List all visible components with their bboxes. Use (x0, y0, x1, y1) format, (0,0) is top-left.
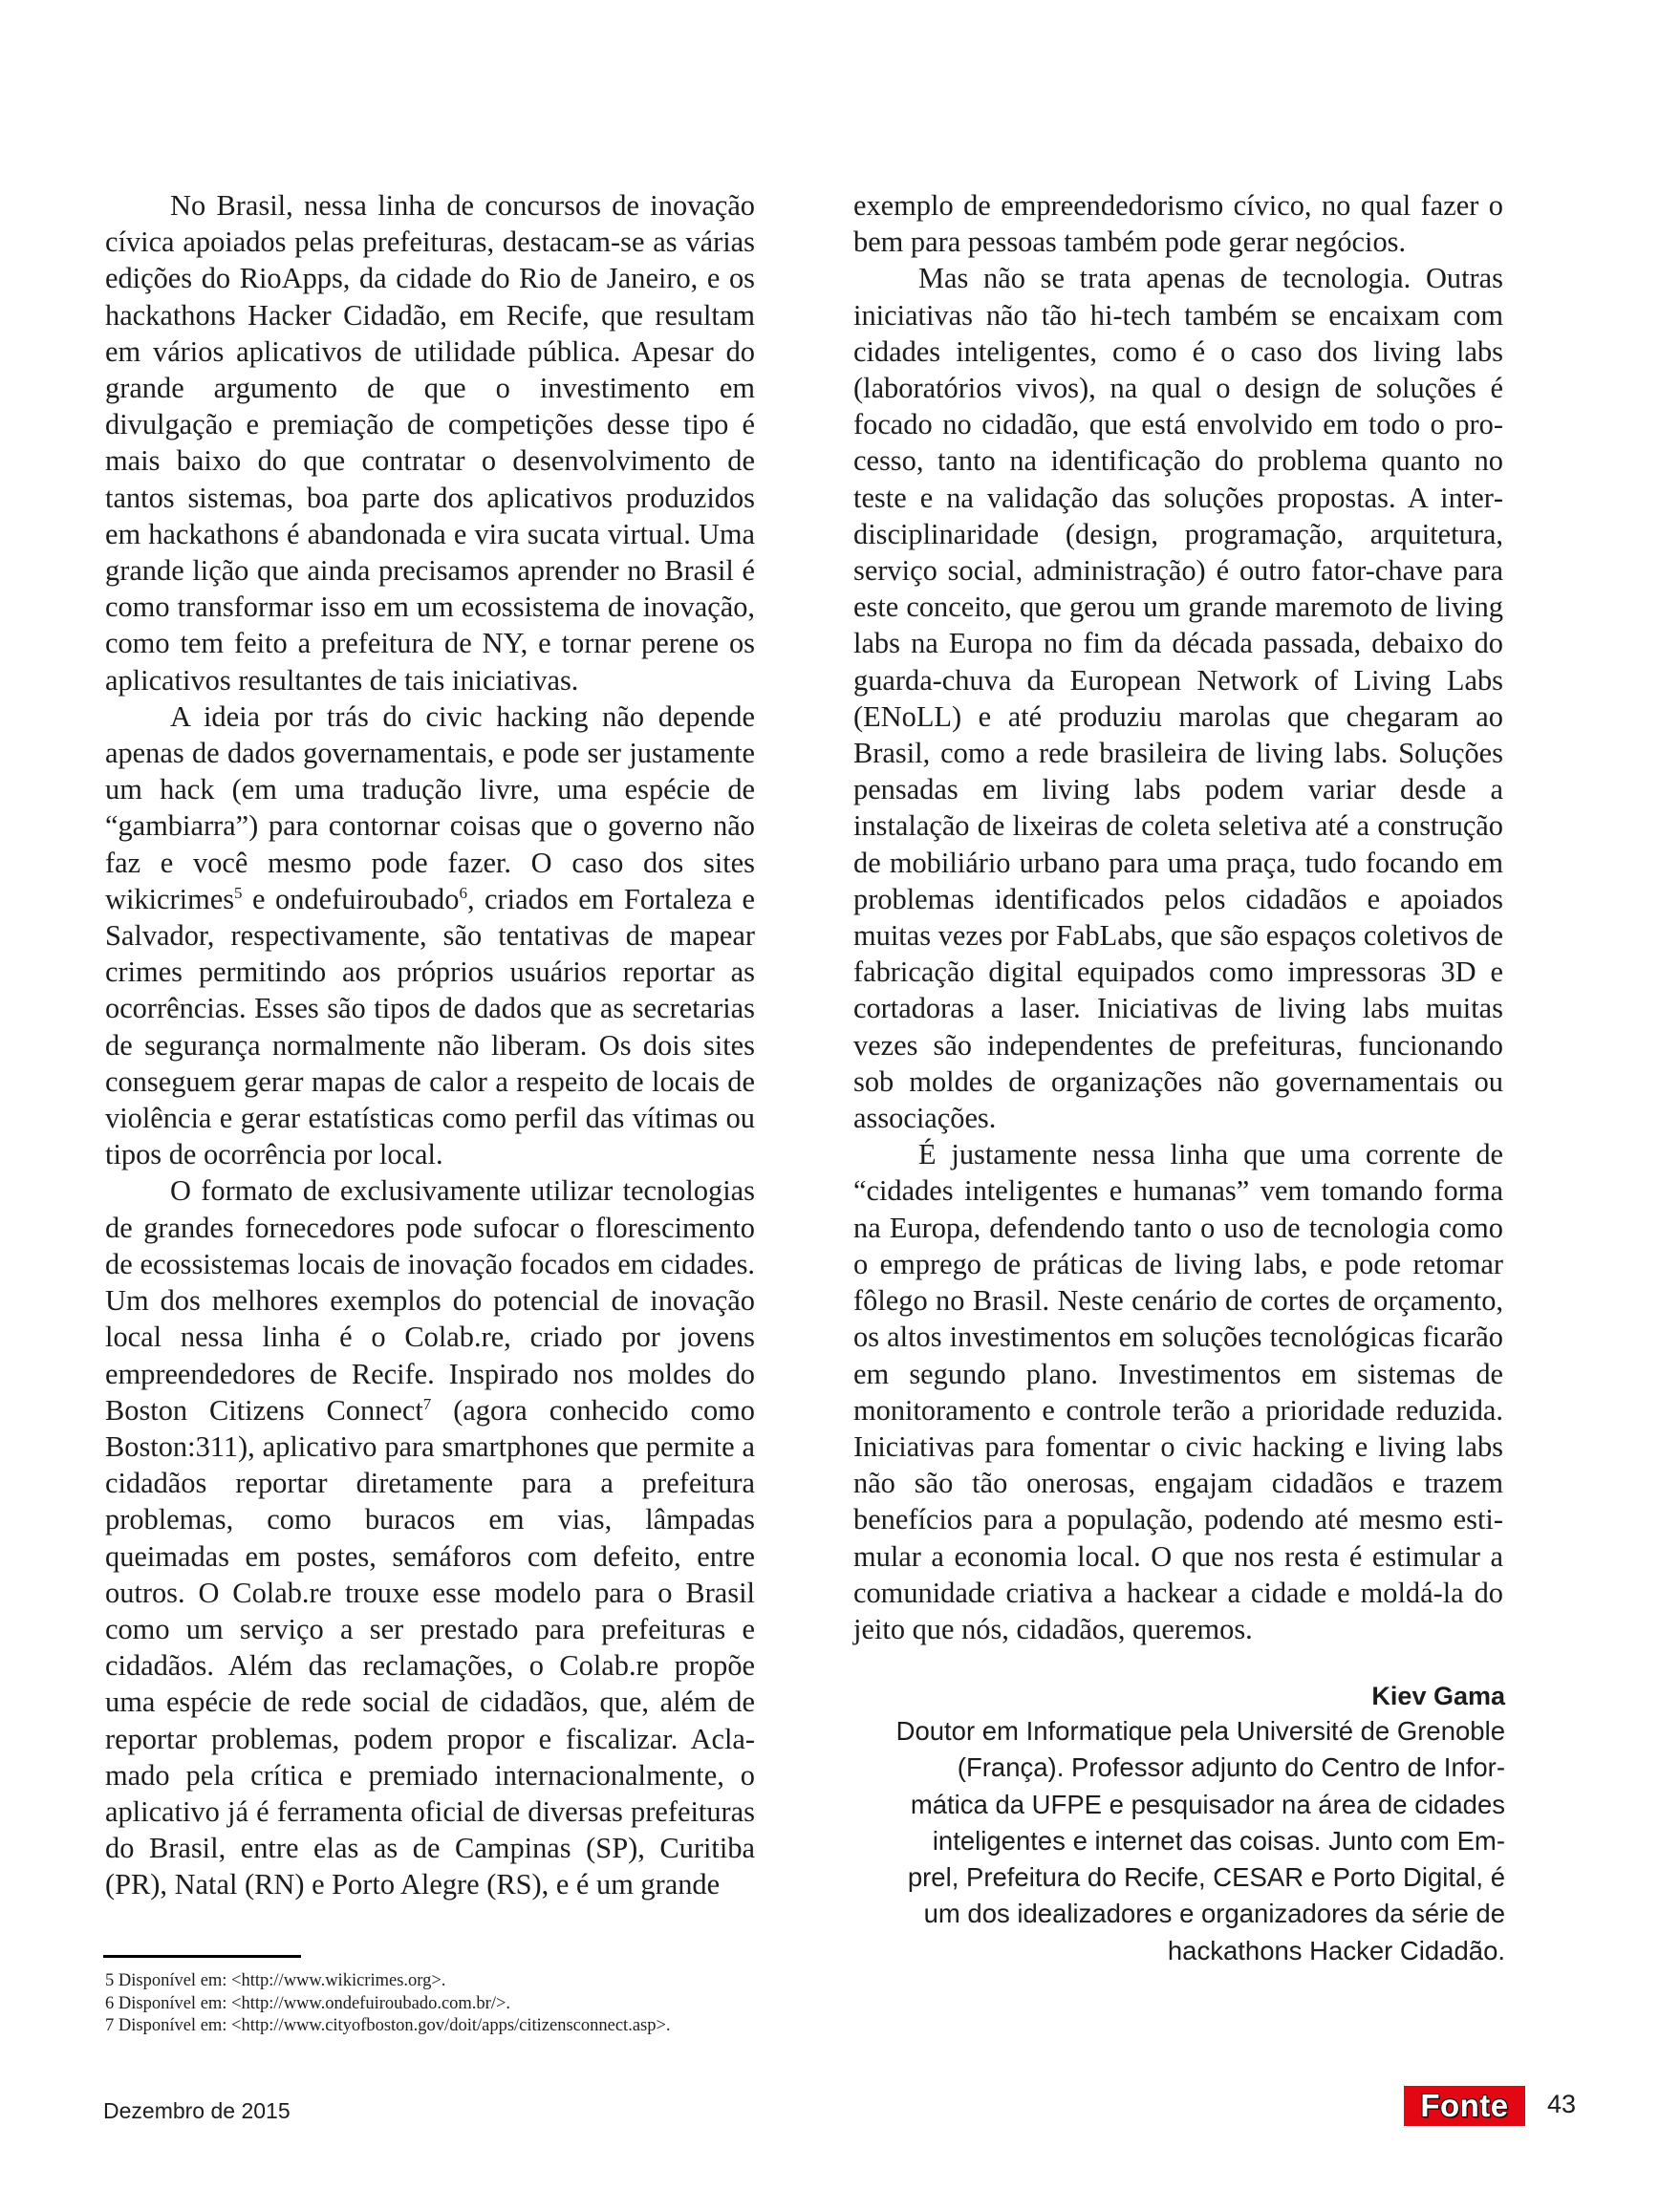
author-box (831, 1679, 1505, 1969)
footnote-ref-5: 5 (234, 883, 243, 902)
fonte-logo: Fonte (1404, 2086, 1525, 2126)
footnote-6: 6 Disponível em: <http://www.ondefuiroubado.com.br/>. (105, 1993, 511, 2013)
footnote-5: 5 Disponível em: <http://www.wikicrimes.org>. (105, 1971, 446, 1990)
author-bio-line: Doutor em Informatique pela Université de Grenoble (895, 1716, 1505, 1746)
page-number: 43 (1547, 2090, 1577, 2118)
paragraph-text: , criados em Fortaleza e Salvador, respectivamente, são tentativas de mapear crimes permitindo aos próprios usuários reportar as ocorrências. Esses são tipos de dados que as secretarias de segurança normalmente não liberam. Os dois sites conseguem gerar mapas de calor a respeito de locais de violência e gerar estatísticas como perfil das vítimas ou tipos de ocorrência por local. (105, 882, 755, 1171)
paragraph-continuation: exemplo de empreendedorismo cívico, no qual fazer o bem para pessoas também pode gerar negócios. (853, 189, 1503, 259)
author-bio-line: prel, Prefeitura do Recife, CESAR e Porto Digital, é (907, 1862, 1505, 1893)
footnote-divider (103, 1955, 301, 1958)
author-bio-line: inteligentes e internet das coisas. Junto com Em- (932, 1825, 1505, 1856)
paragraph-rioapps: No Brasil, nessa linha de concursos de inovação cívica apoiados pelas prefeituras, destacam-se as várias edições do RioApps, da cidade do Rio de Janeiro, e os hackathons Hacker Cidadão, em Recife, que resultam em vários aplicativos de utilidade pública. Apesar do grande argumento de que o investimento em divulgação e premiação de competições desse tipo é mais baixo do que contratar o desenvolvimento de tantos sistemas, boa parte dos aplicativos produzidos em hackathons é abandonada e vira sucata virtual. Uma grande lição que ainda precisamos aprender no Brasil é como transformar isso em um ecossistema de inovação, como tem feito a prefeitura de NY, e tornar perene os aplicativos resultantes de tais iniciativas. (105, 189, 755, 697)
paragraph-colab (105, 1172, 755, 1902)
paragraph-text: e ondefuiroubado (242, 882, 460, 915)
author-bio-line: hackathons Hacker Cidadão. (1167, 1935, 1505, 1965)
footnote-7: 7 Disponível em: <http://www.cityofboston.gov/doit/apps/citizensconnect.asp>. (105, 2016, 671, 2035)
paragraph-text: O formato de exclusivamente utilizar tecnologias de grandes fornecedores pode sufocar o florescimento de ecossistemas locais de inovação focados em cidades. Um dos melhores exemplos do potencial de inovação local nessa linha é o Colab.re, criado por jovens empreendedores de Recife. Inspirado nos moldes do Boston Citizens Connect (105, 1174, 755, 1427)
author-bio-line: (França). Professor adjunto do Centro de Infor- (957, 1752, 1505, 1783)
author-bio-line: mática da UFPE e pesquisador na área de cidades (910, 1789, 1505, 1819)
footnotes (105, 1970, 671, 2038)
paragraph-conclusion: É justamente nessa linha que uma corrente de “cidades inteligentes e humanas” vem tomando forma na Europa, defendendo tanto o uso de tecnologia como o emprego de práticas de living labs, e pode retomar fôlego no Brasil. Neste cenário de cortes de orçamento, os altos investimentos em soluções tecnológicas ficarão em segundo plano. Investimentos em sistemas de monitoramento e controle terão a prioridade reduzida. Iniciativas para fomentar o civic hacking e living labs não são tão onerosas, engajam cidadãos e trazem benefícios para a população, podendo até mesmo estimular a economia local. O que nos resta é estimular a comunidade criativa a hackear a cidade e moldá-la do jeito que nós, cidadãos, queremos. (853, 1138, 1503, 1645)
author-bio-line: um dos idealizadores e organizadores da série de (923, 1899, 1505, 1929)
author-name: Kiev Gama (1371, 1682, 1505, 1710)
footnote-ref-7: 7 (422, 1394, 432, 1413)
footnote-ref-6: 6 (459, 883, 467, 902)
paragraph-text: (agora conhecido como Boston:311), aplicativo para smartphones que permite a cidadãos reportar diretamente para a prefeitura problemas, como buracos em vias, lâmpadas queimadas em postes, semáforos com defeito, entre outros. O Colab.re trouxe esse modelo para o Brasil como um serviço a ser prestado para prefeituras e cidadãos. Além das reclamações, o Colab.re propõe uma espécie de rede social de cidadãos, que, além de reportar problemas, podem propor e fiscalizar. Aclamado pela crítica e premiado internacionalmente, o aplicativo já é ferramenta oficial de diversas prefeituras do Brasil, entre elas as de Campinas (SP), Curitiba (PR), Natal (RN) e Porto Alegre (RS), e é um grande (105, 1393, 755, 1901)
paragraph-text: A ideia por trás do civic hacking não depende apenas de dados governamentais, e pode ser justamente um hack (em uma tradução livre, uma espécie de “gambiarra”) para contornar coisas que o governo não faz e você mesmo pode fazer. O caso dos sites wikicrimes (105, 699, 755, 915)
paragraph-living-labs: Mas não se trata apenas de tecnologia. Outras iniciativas não tão hi-tech também se encaixam com cidades inteligentes, como é o caso dos living labs (laboratórios vivos), na qual o design de soluções é focado no cidadão, que está envolvido em todo o processo, tanto na identificação do problema quanto no teste e na validação das soluções propostas. A interdisciplinaridade (design, programação, arquitetura, serviço social, administração) é outro fator-chave para este conceito, que gerou um grande maremoto de living labs na Europa no fim da década passada, debaixo do guarda-chuva da European Network of Living Labs (ENoLL) e até produziu marolas que chegaram ao Brasil, como a rede brasileira de living labs. Soluções pensadas em living labs podem variar desde a instalação de lixeiras de coleta seletiva até a construção de mobiliário urbano para uma praça, tudo focando em problemas identificados pelos cidadãos e apoiados muitas vezes por FabLabs, que são espaços coletivos de fabricação digital equipados como impressoras 3D e cortadoras a laser. Iniciativas de living labs muitas vezes são independentes de prefeituras, funcionando sob moldes de organizações não governamentais ou associações. (853, 262, 1503, 1135)
paragraph-civic-hacking (105, 698, 755, 1173)
article-column-left (105, 187, 755, 1903)
author-bio (831, 1713, 1505, 1969)
article-column-right (853, 187, 1503, 1647)
issue-date: Dezembro de 2015 (103, 2098, 291, 2123)
